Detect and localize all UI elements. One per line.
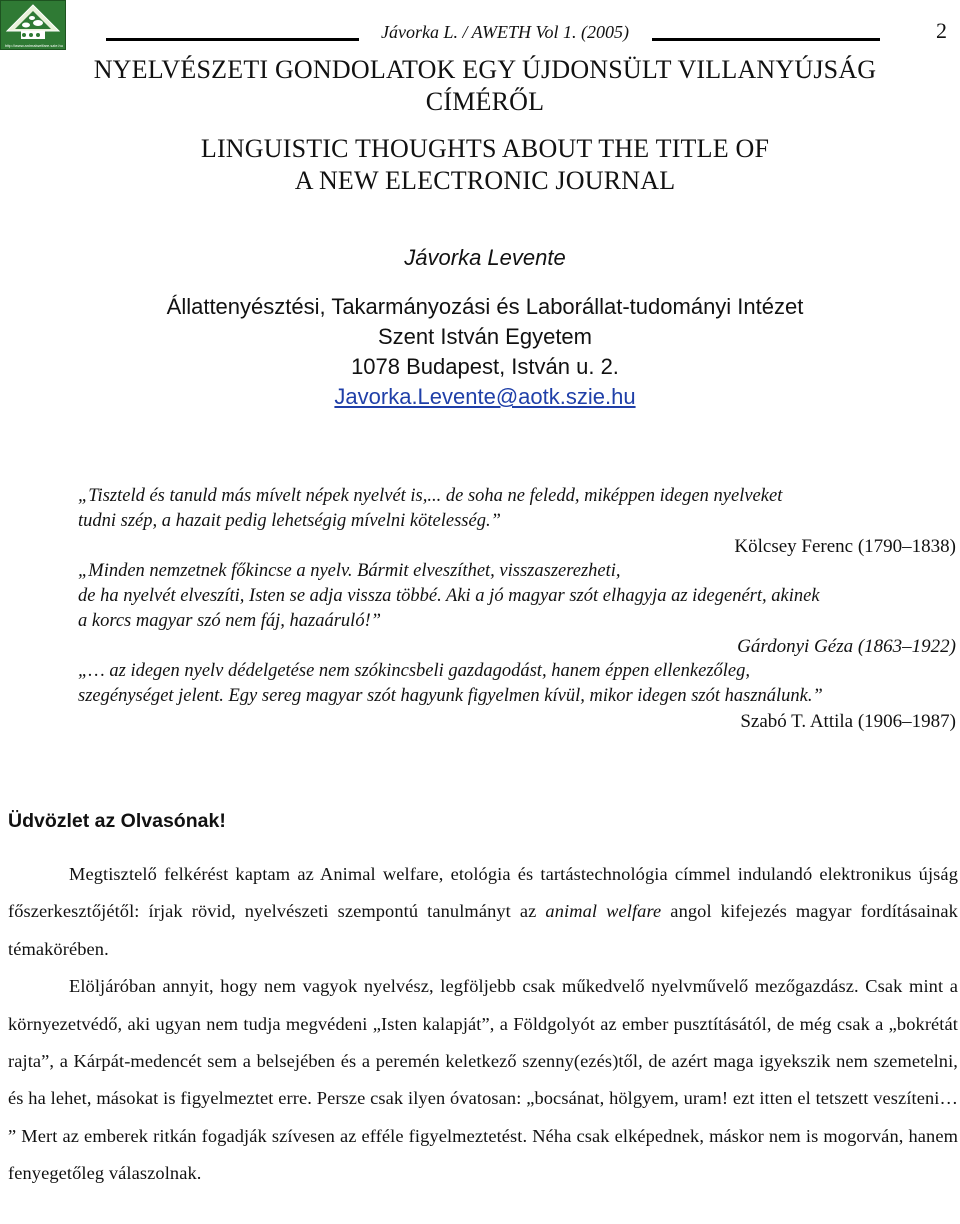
quote-line: „… az idegen nyelv dédelgetése nem szókincsbeli gazdagodást, hanem éppen ellenkezőleg, bbox=[78, 661, 750, 681]
paragraph-text: angol kifejezés magyar fordításainak témakörében. bbox=[8, 901, 958, 959]
logo-graphic bbox=[1, 1, 65, 49]
epigraph-author: Kölcsey Ferenc (1790–1838) bbox=[734, 536, 956, 557]
header-rule-right bbox=[652, 38, 880, 41]
body-text bbox=[8, 856, 958, 1193]
author-email-link[interactable]: Javorka.Levente@aotk.szie.hu bbox=[334, 384, 636, 409]
epigraph-author: Gárdonyi Géza (1863–1922) bbox=[737, 636, 956, 657]
page-number: 2 bbox=[936, 18, 947, 43]
epigraph-quote bbox=[78, 659, 960, 709]
title-english-line-1: LINGUISTIC THOUGHTS ABOUT THE TITLE OF bbox=[200, 134, 770, 163]
paragraph bbox=[8, 856, 958, 968]
epigraph-quote bbox=[78, 484, 960, 534]
quote-line: szegénységet jelent. Egy sereg magyar szót hagyunk figyelmen kívül, mikor idegen szót használunk.” bbox=[78, 686, 823, 706]
title-english bbox=[40, 133, 930, 197]
logo-url: http://www.animalwelfare.szie.hu bbox=[4, 43, 64, 48]
paragraph: Elöljáróban annyit, hogy nem vagyok nyelvész, legföljebb csak műkedvelő nyelvművelő mezőgazdász. Csak mint a környezetvédő, aki ugyan nem tudja megvédeni „Isten kalapját”, a Földgolyót az ember pusztításától, de még csak a „bokrétát rajta”, a Kárpát-medencét sem a belsejében és a peremén keletkező szenny(ezés)től, de azért maga igyekszik nem szemetelni, és ha lehet, másokat is figyelmeztet erre. Persze csak ilyen óvatosan: „bocsánat, hölgyem, uram! ezt itten el tetszett veszíteni… ” Mert az emberek ritkán fogadják szívesen az efféle figyelmeztetést. Néha csak elképednek, máskor nem is mogorván, hanem fenyegetőleg válaszolnak. bbox=[8, 976, 958, 1184]
author-university: Szent István Egyetem bbox=[378, 324, 592, 349]
epigraph-quote bbox=[78, 559, 960, 634]
italic-term: animal welfare bbox=[545, 901, 662, 922]
author-block bbox=[40, 240, 930, 412]
greeting-heading: Üdvözlet az Olvasónak! bbox=[8, 810, 226, 832]
author-address: 1078 Budapest, István u. 2. bbox=[351, 354, 619, 379]
title-hungarian: NYELVÉSZETI GONDOLATOK EGY ÚJDONSÜLT VILLANYÚJSÁG CÍMÉRŐL bbox=[93, 55, 877, 116]
epigraphs bbox=[78, 484, 960, 734]
quote-line: „Tiszteld és tanuld más mívelt népek nyelvét is,... de soha ne feledd, miképpen idegen nyelveket bbox=[78, 486, 783, 506]
quote-line: de ha nyelvét elveszíti, Isten se adja vissza többé. Aki a jó magyar szót elhagyja az idegenért, akinek bbox=[78, 586, 820, 606]
quote-line: tudni szép, a hazait pedig lehetségig mívelni kötelesség.” bbox=[78, 511, 501, 531]
paragraph-text: Megtisztelő felkérést kaptam az Animal welfare, etológia és tartástechnológia címmel indulandó elektronikus újság főszerkesztőjétől: írjak rövid, nyelvészeti szempontú tanulmányt az bbox=[8, 864, 958, 922]
title-english-line-2: A NEW ELECTRONIC JOURNAL bbox=[294, 166, 676, 195]
quote-line: a korcs magyar szó nem fáj, hazaáruló!” bbox=[78, 611, 382, 631]
epigraph-author: Szabó T. Attila (1906–1987) bbox=[740, 711, 956, 732]
quote-line: „Minden nemzetnek főkincse a nyelv. Bármit elveszíthet, visszaszerezheti, bbox=[78, 561, 621, 581]
author-institute: Állattenyésztési, Takarmányozási és Laborállat-tudományi Intézet bbox=[166, 294, 804, 319]
running-head: Jávorka L. / AWETH Vol 1. (2005) bbox=[381, 22, 629, 42]
journal-logo bbox=[0, 0, 66, 50]
author-name: Jávorka Levente bbox=[404, 245, 566, 270]
header-rule-left bbox=[106, 38, 359, 41]
